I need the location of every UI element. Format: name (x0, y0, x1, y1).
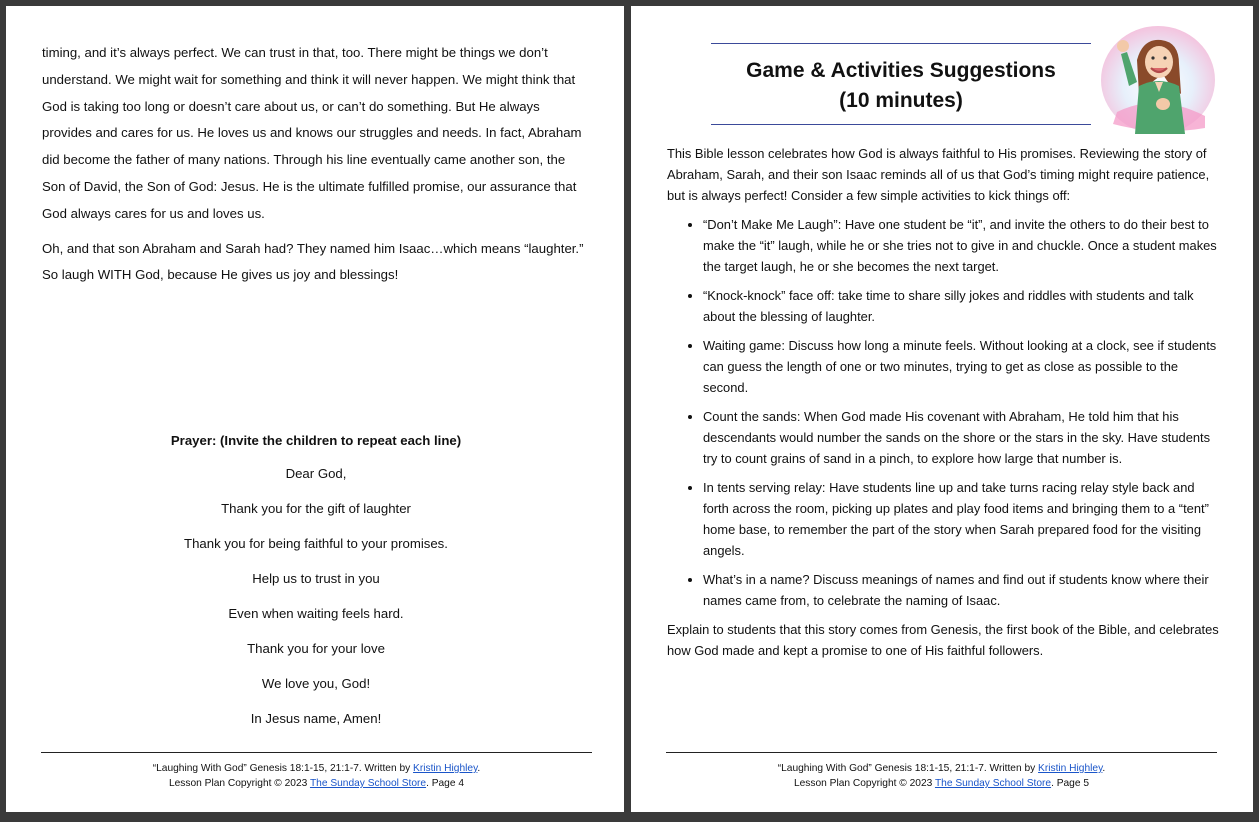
prayer-section (42, 432, 590, 745)
list-item: • In tents serving relay: Have students line up and take turns racing relay style back and forth across the room, picking up plates and play food items and bringing them to a “tent” home base, to remember the part of the story when Sarah prepared food for the visiting angels. (703, 477, 1223, 561)
page-number: . Page 4 (426, 778, 465, 789)
title-top-rule (711, 43, 1091, 44)
activities-list (667, 214, 1223, 611)
footer-punctuation: . (1102, 763, 1106, 774)
author-link[interactable]: Kristin Highley (413, 763, 478, 774)
footer-copyright-text: Lesson Plan Copyright © 2023 (793, 778, 935, 789)
prayer-line: We love you, God! (261, 676, 371, 691)
footer-line-2 (666, 776, 1217, 791)
closing-paragraph: Explain to students that this story comes from Genesis, the first book of the Bible, and celebrates how God made and kept a promise to one of His faithful followers. (667, 622, 1219, 658)
cheering-girl-illustration (1099, 24, 1217, 134)
footer-line-2 (41, 776, 592, 791)
page-4-body (42, 40, 590, 297)
prayer-line: Help us to trust in you (252, 571, 380, 586)
prayer-line: Thank you for the gift of laughter (221, 501, 411, 516)
footer-credit-text: “Laughing With God” Genesis 18:1-15, 21:1-7. Written by (777, 763, 1039, 774)
footer-line-1 (41, 761, 592, 776)
page-number: . Page 5 (1051, 778, 1090, 789)
prayer-line: Dear God, (285, 466, 347, 481)
page-5-footer (666, 761, 1217, 791)
prayer-line: Thank you for your love (247, 641, 385, 656)
footer-copyright-text: Lesson Plan Copyright © 2023 (168, 778, 310, 789)
page-title-line-1: Game & Activities Suggestions (746, 59, 1056, 82)
list-item: • What’s in a name? Discuss meanings of names and find out if students know where their names came from, to celebrate the naming of Isaac. (703, 569, 1223, 611)
footer-credit-text: “Laughing With God” Genesis 18:1-15, 21:1-7. Written by (152, 763, 414, 774)
list-item: • Count the sands: When God made His covenant with Abraham, He told him that his descendants would number the sands on the shore or the stars in the sky. Have students try to count grains of sand in a pinch, to explore how large that number is. (703, 406, 1223, 469)
intro-paragraph: This Bible lesson celebrates how God is always faithful to His promises. Reviewing the story of Abraham, Sarah, and their son Isaac reminds all of us that God’s timing might require patience, but is always perfect! Consider a few simple activities to kick things off: (667, 146, 1210, 203)
prayer-line: Even when waiting feels hard. (228, 606, 404, 621)
paragraph: Oh, and that son Abraham and Sarah had? They named him Isaac…which means “laughter.” So laugh WITH God, because He gives us joy and blessings! (42, 240, 584, 283)
prayer-line: Thank you for being faithful to your promises. (184, 536, 448, 551)
footer-divider (41, 752, 592, 753)
page-title-line-2: (10 minutes) (839, 89, 963, 112)
page-5 (631, 6, 1253, 812)
page-5-body (667, 143, 1223, 669)
author-link[interactable]: Kristin Highley (1038, 763, 1103, 774)
title-bottom-rule (711, 124, 1091, 125)
prayer-line: In Jesus name, Amen! (250, 711, 382, 726)
page-4 (6, 6, 624, 812)
page-4-footer (41, 761, 592, 791)
store-link[interactable]: The Sunday School Store (309, 778, 427, 789)
footer-divider (666, 752, 1217, 753)
footer-punctuation: . (477, 763, 481, 774)
page-title (711, 56, 1091, 116)
footer-line-1 (666, 761, 1217, 776)
prayer-title: Prayer: (Invite the children to repeat each line) (170, 433, 462, 448)
store-link[interactable]: The Sunday School Store (934, 778, 1052, 789)
list-item: • Waiting game: Discuss how long a minute feels. Without looking at a clock, see if students can guess the length of one or two minutes, trying to get as close as possible to the second. (703, 335, 1223, 398)
paragraph: timing, and it’s always perfect. We can trust in that, too. There might be things we don’t understand. We might wait for something and think it will never happen. We might think that God is taking too long or doesn’t care about us, or can’t do something. But He always provides and cares for us. He loves us and knows our struggles and needs. In fact, Abraham did become the father of many nations. Through his line eventually came another son, the Son of David, the Son of God: Jesus. He is the ultimate fulfilled promise, our assurance that God always cares for us and loves us. (42, 45, 582, 221)
list-item: • “Knock-knock” face off: take time to share silly jokes and riddles with students and talk about the blessing of laughter. (703, 285, 1223, 327)
list-item: • “Don’t Make Me Laugh”: Have one student be “it”, and invite the others to do their best to make the “it” laugh, while he or she tries not to give in and chuckle. Once a student makes the target laugh, he or she becomes the next target. (703, 214, 1223, 277)
